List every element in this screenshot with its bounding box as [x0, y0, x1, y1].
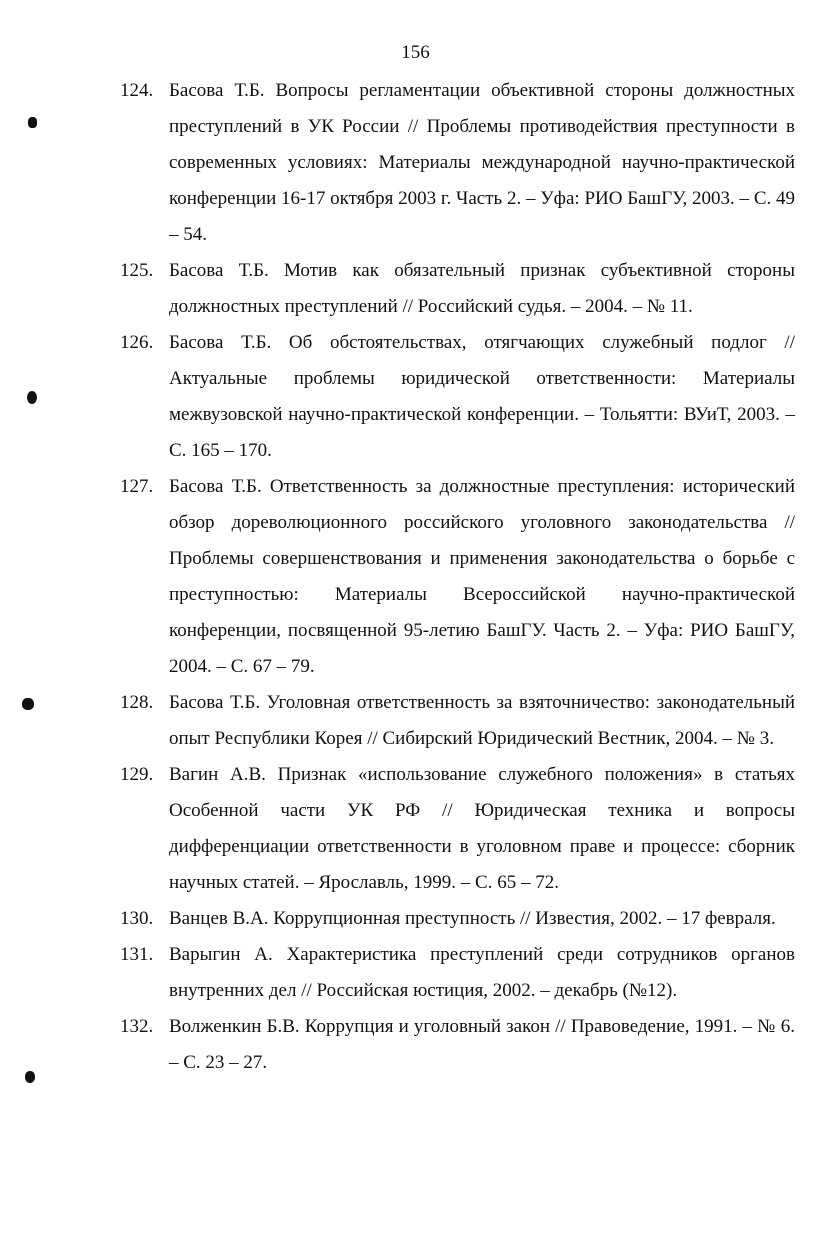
reference-item: [120, 757, 795, 901]
reference-text: Басова Т.Б. Вопросы регламентации объективной стороны должностных преступлений в УК России // Проблемы противодействия преступности в современных условиях: Материалы международной научно-практической конференции 16-17 октября 2003 г. Часть 2. – Уфа: РИО БашГУ, 2003. – С. 49 – 54.: [169, 80, 795, 245]
scan-mark: [25, 1071, 35, 1083]
reference-number: 127.: [120, 476, 154, 497]
reference-number: 131.: [120, 944, 154, 965]
reference-text: Басова Т.Б. Мотив как обязательный признак субъективной стороны должностных преступлений // Российский судья. – 2004. – № 11.: [169, 260, 795, 317]
scan-mark: [28, 117, 37, 128]
reference-list: [120, 73, 795, 1081]
reference-text: Ванцев В.А. Коррупционная преступность // Известия, 2002. – 17 февраля.: [169, 908, 776, 929]
reference-item: [120, 1009, 795, 1081]
reference-text: Басова Т.Б. Уголовная ответственность за взяточничество: законодательный опыт Республики Корея // Сибирский Юридический Вестник, 2004. – № 3.: [169, 692, 795, 749]
reference-text: Варыгин А. Характеристика преступлений среди сотрудников органов внутренних дел // Российская юстиция, 2002. – декабрь (№12).: [169, 944, 795, 1001]
reference-number: 132.: [120, 1016, 154, 1037]
reference-item: [120, 73, 795, 253]
reference-item: [120, 685, 795, 757]
page-number: 156: [401, 42, 430, 63]
scan-mark: [27, 391, 37, 404]
reference-number: 126.: [120, 332, 154, 353]
reference-text: Басова Т.Б. Ответственность за должностные преступления: исторический обзор дореволюционного российского уголовного законодательства // Проблемы совершенствования и применения законодательства о борьбе с преступностью: Материалы Всероссийской научно-практической конференции, посвященной 95-летию БашГУ. Часть 2. – Уфа: РИО БашГУ, 2004. – С. 67 – 79.: [169, 476, 795, 677]
reference-number: 128.: [120, 692, 154, 713]
reference-item: [120, 253, 795, 325]
reference-text: Вагин А.В. Признак «использование служебного положения» в статьях Особенной части УК РФ // Юридическая техника и вопросы дифференциации ответственности в уголовном праве и процессе: сборник научных статей. – Ярославль, 1999. – С. 65 – 72.: [169, 764, 795, 893]
reference-number: 125.: [120, 260, 154, 281]
reference-number: 130.: [120, 908, 154, 929]
reference-number: 124.: [120, 80, 154, 101]
scan-mark: [22, 698, 34, 710]
reference-text: Басова Т.Б. Об обстоятельствах, отягчающих служебный подлог // Актуальные проблемы юридической ответственности: Материалы межвузовской научно-практической конференции. – Тольятти: ВУиТ, 2003. – С. 165 – 170.: [169, 332, 795, 461]
reference-item: [120, 901, 795, 937]
reference-text: Волженкин Б.В. Коррупция и уголовный закон // Правоведение, 1991. – № 6. – С. 23 – 27.: [169, 1016, 795, 1073]
reference-item: [120, 325, 795, 469]
reference-item: [120, 937, 795, 1009]
reference-number: 129.: [120, 764, 154, 785]
reference-item: [120, 469, 795, 685]
